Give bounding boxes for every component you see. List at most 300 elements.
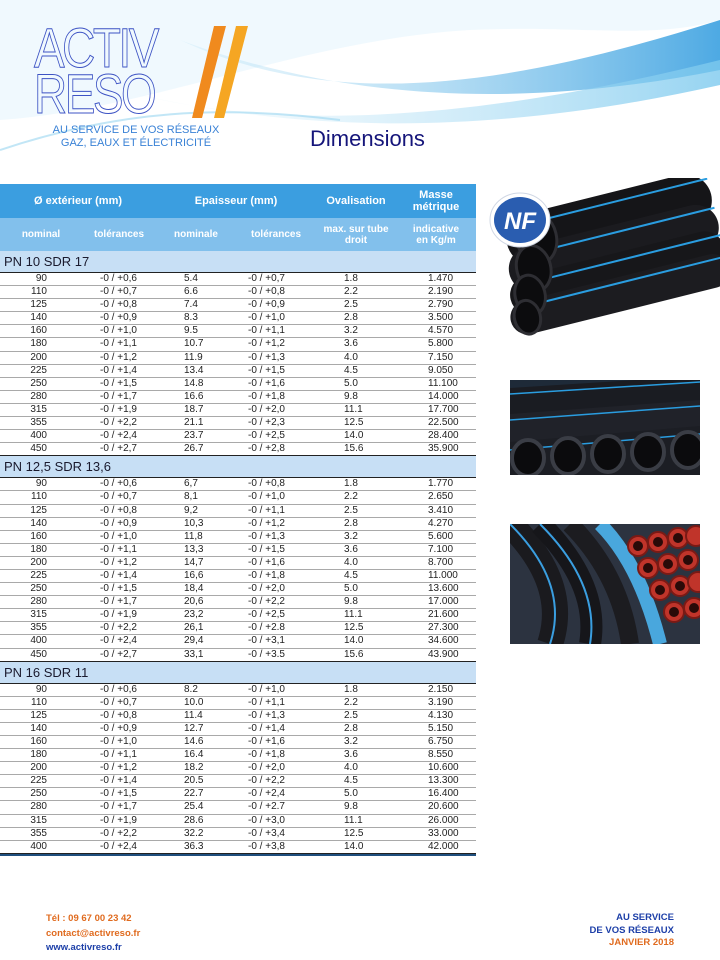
cell-diameter-tolerance: -0 / +2,2 xyxy=(100,827,137,839)
cell-diameter-nominal: 110 xyxy=(31,696,47,708)
cell-ovalisation: 14.0 xyxy=(344,635,364,647)
cell-diameter-nominal: 140 xyxy=(30,722,47,734)
cell-diameter-tolerance: -0 / +1,7 xyxy=(100,390,137,402)
cell-thickness-nominal: 11.9 xyxy=(184,351,203,363)
cell-mass: 4.130 xyxy=(428,709,454,721)
cell-ovalisation: 3.6 xyxy=(344,338,358,350)
cell-thickness-nominal: 20.5 xyxy=(184,775,204,787)
cell-thickness-tolerance: -0 / +1,1 xyxy=(248,504,285,516)
cell-thickness-nominal: 9,2 xyxy=(184,504,198,516)
table-bottom-rule xyxy=(0,854,476,856)
table-row xyxy=(0,828,476,841)
table-row xyxy=(0,815,476,828)
cell-thickness-nominal: 14,7 xyxy=(184,556,204,568)
cell-diameter-tolerance: -0 / +0,6 xyxy=(100,478,137,490)
cell-thickness-tolerance: -0 / +1,3 xyxy=(248,530,285,542)
cell-diameter-tolerance: -0 / +0,8 xyxy=(100,709,137,721)
table-row xyxy=(0,325,476,338)
subheader-indicative: indicative en Kg/m xyxy=(412,223,460,246)
cell-thickness-nominal: 22.7 xyxy=(184,788,204,800)
cell-thickness-nominal: 16,6 xyxy=(184,569,204,581)
logo-text-line2: RESO xyxy=(34,62,155,125)
table-row xyxy=(0,404,476,417)
cell-diameter-nominal: 140 xyxy=(30,517,47,529)
table-row xyxy=(0,775,476,788)
cell-mass: 34.600 xyxy=(428,635,459,647)
cell-mass: 4.570 xyxy=(428,325,454,337)
cell-diameter-nominal: 90 xyxy=(35,478,47,490)
cell-thickness-tolerance: -0 / +3,1 xyxy=(248,635,285,647)
cell-diameter-tolerance: -0 / +1,2 xyxy=(100,762,137,774)
cell-thickness-nominal: 12.7 xyxy=(184,722,204,734)
cell-diameter-nominal: 160 xyxy=(30,530,47,542)
cell-diameter-tolerance: -0 / +1,9 xyxy=(100,814,137,826)
table-body xyxy=(0,251,476,854)
cell-ovalisation: 5.0 xyxy=(344,583,358,595)
table-row xyxy=(0,723,476,736)
cell-ovalisation: 9.8 xyxy=(344,390,358,402)
cell-thickness-nominal: 10.0 xyxy=(184,696,204,708)
cell-thickness-tolerance: -0 / +1,8 xyxy=(248,749,285,761)
cell-diameter-nominal: 110 xyxy=(31,491,47,503)
table-row xyxy=(0,762,476,775)
cell-mass: 17.700 xyxy=(428,403,459,415)
cell-thickness-tolerance: -0 / +1,0 xyxy=(248,312,285,324)
cell-diameter-nominal: 140 xyxy=(30,312,47,324)
table-row xyxy=(0,801,476,814)
table-row xyxy=(0,491,476,504)
tagline-line2: GAZ, EAUX ET ÉLECTRICITÉ xyxy=(60,137,212,149)
cell-mass: 1.470 xyxy=(428,273,454,284)
cell-diameter-tolerance: -0 / +0,6 xyxy=(100,273,137,284)
cell-diameter-nominal: 400 xyxy=(30,840,47,852)
cell-mass: 7.100 xyxy=(428,543,454,555)
table-row xyxy=(0,749,476,762)
cell-diameter-nominal: 125 xyxy=(30,299,47,311)
cell-thickness-nominal: 9.5 xyxy=(184,325,198,337)
cell-ovalisation: 2.8 xyxy=(344,517,358,529)
cell-diameter-nominal: 225 xyxy=(30,569,47,581)
cell-mass: 3.190 xyxy=(428,696,454,708)
cell-diameter-nominal: 200 xyxy=(30,762,47,774)
cell-diameter-tolerance: -0 / +1,5 xyxy=(100,377,137,389)
footer-contact xyxy=(46,912,140,956)
cell-thickness-tolerance: -0 / +1,8 xyxy=(248,569,285,581)
cell-thickness-nominal: 13.4 xyxy=(184,364,204,376)
cell-diameter-tolerance: -0 / +1,5 xyxy=(100,583,137,595)
cell-mass: 3.500 xyxy=(428,312,454,324)
cell-mass: 11.000 xyxy=(428,569,458,581)
cell-thickness-nominal: 28.6 xyxy=(184,814,204,826)
page-header xyxy=(0,0,720,180)
table-row xyxy=(0,649,476,662)
cell-thickness-nominal: 6.6 xyxy=(184,286,198,298)
cell-thickness-nominal: 21.1 xyxy=(184,417,204,429)
cell-diameter-tolerance: -0 / +2,2 xyxy=(100,622,137,634)
cell-thickness-tolerance: -0 / +1,2 xyxy=(248,338,285,350)
table-row xyxy=(0,505,476,518)
subheader-tolerances-thickness: tolérances xyxy=(250,229,302,240)
section-header: PN 16 SDR 11 xyxy=(0,662,476,684)
table-row xyxy=(0,710,476,723)
cell-ovalisation: 2.2 xyxy=(344,696,358,708)
footer-slogan-line1: AU SERVICE xyxy=(616,912,674,923)
cell-mass: 2.150 xyxy=(428,683,454,695)
cell-thickness-nominal: 18,4 xyxy=(184,583,204,595)
table-row xyxy=(0,736,476,749)
section-header: PN 10 SDR 17 xyxy=(0,251,476,273)
cell-ovalisation: 2.2 xyxy=(344,491,358,503)
cell-thickness-tolerance: -0 / +2,8 xyxy=(248,443,285,455)
cell-thickness-nominal: 16.6 xyxy=(184,390,204,402)
table-row xyxy=(0,788,476,801)
table-row xyxy=(0,352,476,365)
table-row xyxy=(0,299,476,312)
cell-diameter-nominal: 90 xyxy=(35,273,47,284)
cell-ovalisation: 12.5 xyxy=(344,417,364,429)
cell-mass: 26.000 xyxy=(428,814,459,826)
cell-diameter-tolerance: -0 / +2,4 xyxy=(100,840,137,852)
cell-diameter-nominal: 200 xyxy=(30,556,47,568)
cell-mass: 5.800 xyxy=(428,338,454,350)
table-row xyxy=(0,596,476,609)
table-header-row-1 xyxy=(0,184,476,218)
cell-thickness-nominal: 14.6 xyxy=(184,736,204,747)
cell-thickness-tolerance: -0 / +2,4 xyxy=(248,788,285,800)
cell-diameter-tolerance: -0 / +1,7 xyxy=(100,801,137,813)
cell-diameter-nominal: 180 xyxy=(30,338,47,350)
cell-thickness-nominal: 8.2 xyxy=(184,683,198,695)
pipes-coil-image xyxy=(510,524,700,644)
cell-thickness-tolerance: -0 / +2,3 xyxy=(248,417,285,429)
table-row xyxy=(0,570,476,583)
cell-ovalisation: 1.8 xyxy=(344,683,358,695)
cell-mass: 5.600 xyxy=(428,530,454,542)
cell-ovalisation: 15.6 xyxy=(344,443,364,455)
cell-mass: 10.600 xyxy=(428,762,459,774)
table-row xyxy=(0,697,476,710)
cell-thickness-nominal: 10.7 xyxy=(184,338,204,350)
cell-thickness-tolerance: -0 / +1,0 xyxy=(248,491,285,503)
cell-thickness-tolerance: -0 / +3,4 xyxy=(248,827,285,839)
cell-diameter-nominal: 110 xyxy=(31,286,47,298)
cell-ovalisation: 4.0 xyxy=(344,556,358,568)
cell-thickness-tolerance: -0 / +1,6 xyxy=(248,736,285,747)
cell-ovalisation: 14.0 xyxy=(344,840,364,852)
cell-thickness-tolerance: -0 / +1,6 xyxy=(248,377,285,389)
dimensions-table xyxy=(0,184,476,856)
cell-thickness-nominal: 13,3 xyxy=(184,543,204,555)
cell-diameter-nominal: 315 xyxy=(30,403,47,415)
table-row xyxy=(0,544,476,557)
cell-thickness-tolerance: -0 / +2,5 xyxy=(248,430,285,442)
cell-diameter-tolerance: -0 / +0,7 xyxy=(100,286,137,298)
cell-thickness-tolerance: -0 / +1,5 xyxy=(248,543,285,555)
table-row xyxy=(0,286,476,299)
nf-badge-text: NF xyxy=(504,208,536,235)
cell-ovalisation: 5.0 xyxy=(344,788,358,800)
cell-diameter-nominal: 225 xyxy=(30,364,47,376)
table-row xyxy=(0,378,476,391)
cell-ovalisation: 3.2 xyxy=(344,530,358,542)
cell-diameter-tolerance: -0 / +1,0 xyxy=(100,530,137,542)
subheader-max-tube: max. sur tube droit xyxy=(323,223,389,246)
cell-mass: 33.000 xyxy=(428,827,459,839)
cell-thickness-tolerance: -0 / +2,5 xyxy=(248,609,285,621)
table-row xyxy=(0,391,476,404)
cell-ovalisation: 2.8 xyxy=(344,722,358,734)
cell-mass: 1.770 xyxy=(428,478,454,490)
cell-diameter-nominal: 400 xyxy=(30,635,47,647)
cell-ovalisation: 12.5 xyxy=(344,622,364,634)
cell-mass: 35.900 xyxy=(428,443,459,455)
cell-diameter-tolerance: -0 / +1,1 xyxy=(100,338,137,350)
header-ovalisation: Ovalisation xyxy=(326,195,386,207)
cell-ovalisation: 11.1 xyxy=(344,403,363,415)
cell-ovalisation: 1.8 xyxy=(344,273,358,284)
brand-tagline xyxy=(36,124,236,150)
cell-thickness-tolerance: -0 / +1,5 xyxy=(248,364,285,376)
table-row xyxy=(0,635,476,648)
footer-slogan-line2: DE VOS RÉSEAUX xyxy=(589,924,674,936)
cell-diameter-tolerance: -0 / +0,8 xyxy=(100,299,137,311)
cell-thickness-tolerance: -0 / +3,8 xyxy=(248,840,285,852)
cell-ovalisation: 4.0 xyxy=(344,351,358,363)
cell-diameter-tolerance: -0 / +1,4 xyxy=(100,364,137,376)
cell-thickness-tolerance: -0 / +3.5 xyxy=(248,648,285,660)
cell-thickness-nominal: 18.2 xyxy=(184,762,204,774)
cell-thickness-nominal: 32.2 xyxy=(184,827,204,839)
subheader-tolerances: tolérances xyxy=(93,229,145,240)
cell-diameter-nominal: 180 xyxy=(30,749,47,761)
cell-mass: 7.150 xyxy=(428,351,454,363)
table-row xyxy=(0,312,476,325)
cell-diameter-nominal: 180 xyxy=(30,543,47,555)
cell-diameter-nominal: 250 xyxy=(30,377,47,389)
table-row xyxy=(0,557,476,570)
cell-diameter-tolerance: -0 / +0,9 xyxy=(100,312,137,324)
cell-diameter-tolerance: -0 / +0,6 xyxy=(100,683,137,695)
cell-diameter-tolerance: -0 / +1,0 xyxy=(100,736,137,747)
cell-diameter-nominal: 160 xyxy=(30,736,47,747)
cell-thickness-tolerance: -0 / +1,3 xyxy=(248,709,285,721)
table-row xyxy=(0,518,476,531)
cell-ovalisation: 9.8 xyxy=(344,801,358,813)
cell-ovalisation: 9.8 xyxy=(344,596,358,608)
cell-mass: 3.410 xyxy=(428,504,454,516)
cell-mass: 17.000 xyxy=(428,596,459,608)
cell-thickness-nominal: 26.7 xyxy=(184,443,204,455)
cell-diameter-nominal: 250 xyxy=(30,583,47,595)
cell-diameter-tolerance: -0 / +0,9 xyxy=(100,722,137,734)
table-row xyxy=(0,430,476,443)
cell-mass: 28.400 xyxy=(428,430,459,442)
cell-thickness-tolerance: -0 / +1,1 xyxy=(248,696,285,708)
cell-mass: 42.000 xyxy=(428,840,459,852)
cell-diameter-nominal: 280 xyxy=(30,390,47,402)
cell-diameter-nominal: 450 xyxy=(30,648,47,660)
cell-thickness-nominal: 7.4 xyxy=(184,299,198,311)
cell-diameter-tolerance: -0 / +2,2 xyxy=(100,417,137,429)
cell-ovalisation: 3.6 xyxy=(344,543,358,555)
cell-mass: 5.150 xyxy=(428,722,454,734)
nf-badge-icon xyxy=(489,192,551,248)
cell-ovalisation: 2.5 xyxy=(344,709,358,721)
cell-ovalisation: 4.5 xyxy=(344,569,358,581)
tagline-line1: AU SERVICE DE VOS RÉSEAUX xyxy=(52,124,220,136)
cell-thickness-nominal: 8.3 xyxy=(184,312,198,324)
cell-diameter-tolerance: -0 / +0,7 xyxy=(100,491,137,503)
cell-mass: 13.600 xyxy=(428,583,459,595)
cell-diameter-tolerance: -0 / +1,4 xyxy=(100,775,137,787)
subheader-nominal: nominal xyxy=(21,229,61,240)
cell-mass: 27.300 xyxy=(428,622,459,634)
pipes-horizontal-image xyxy=(510,380,700,475)
cell-thickness-nominal: 36.3 xyxy=(184,840,204,852)
cell-thickness-nominal: 11,8 xyxy=(184,530,203,542)
cell-thickness-tolerance: -0 / +1,2 xyxy=(248,517,285,529)
cell-diameter-tolerance: -0 / +0,8 xyxy=(100,504,137,516)
table-row xyxy=(0,531,476,544)
cell-thickness-nominal: 6,7 xyxy=(184,478,198,490)
cell-thickness-nominal: 16.4 xyxy=(184,749,204,761)
cell-diameter-tolerance: -0 / +1,7 xyxy=(100,596,137,608)
table-row xyxy=(0,684,476,697)
table-row xyxy=(0,338,476,351)
cell-ovalisation: 2.5 xyxy=(344,299,358,311)
cell-ovalisation: 11.1 xyxy=(344,609,363,621)
company-logo xyxy=(34,16,234,125)
cell-mass: 4.270 xyxy=(428,517,454,529)
cell-thickness-tolerance: -0 / +0,7 xyxy=(248,273,285,284)
cell-mass: 14.000 xyxy=(428,390,459,402)
cell-thickness-nominal: 8,1 xyxy=(184,491,198,503)
cell-ovalisation: 2.2 xyxy=(344,286,358,298)
cell-diameter-tolerance: -0 / +1,4 xyxy=(100,569,137,581)
table-row xyxy=(0,417,476,430)
footer-phone: Tél : 09 67 00 23 42 xyxy=(46,913,132,924)
cell-mass: 2.190 xyxy=(428,286,454,298)
cell-diameter-tolerance: -0 / +1,1 xyxy=(100,543,137,555)
cell-diameter-tolerance: -0 / +1,2 xyxy=(100,556,137,568)
cell-diameter-tolerance: -0 / +1,2 xyxy=(100,351,137,363)
cell-diameter-nominal: 355 xyxy=(30,827,47,839)
cell-mass: 9.050 xyxy=(428,364,454,376)
cell-ovalisation: 1.8 xyxy=(344,478,358,490)
cell-thickness-nominal: 23,2 xyxy=(184,609,204,621)
cell-mass: 6.750 xyxy=(428,736,454,747)
cell-diameter-nominal: 125 xyxy=(30,709,47,721)
cell-diameter-tolerance: -0 / +1,5 xyxy=(100,788,137,800)
cell-thickness-tolerance: -0 / +0,8 xyxy=(248,286,285,298)
cell-mass: 20.600 xyxy=(428,801,459,813)
footer-email-link[interactable]: contact@activreso.fr xyxy=(46,927,141,939)
table-row xyxy=(0,443,476,456)
cell-diameter-tolerance: -0 / +1,9 xyxy=(100,403,137,415)
cell-diameter-nominal: 315 xyxy=(30,814,47,826)
cell-ovalisation: 14.0 xyxy=(344,430,364,442)
cell-diameter-nominal: 200 xyxy=(30,351,47,363)
cell-diameter-nominal: 90 xyxy=(35,683,47,695)
cell-thickness-tolerance: -0 / +2.7 xyxy=(248,801,285,813)
logo-slash-icon xyxy=(192,26,252,118)
table-row xyxy=(0,622,476,635)
cell-ovalisation: 11.1 xyxy=(344,814,363,826)
cell-ovalisation: 2.8 xyxy=(344,312,358,324)
cell-thickness-nominal: 26,1 xyxy=(184,622,204,634)
cell-thickness-tolerance: -0 / +2.8 xyxy=(248,622,285,634)
table-row xyxy=(0,583,476,596)
logo-text-line1: ACTIV xyxy=(34,16,157,79)
cell-diameter-tolerance: -0 / +2,4 xyxy=(100,635,137,647)
cell-diameter-nominal: 315 xyxy=(30,609,47,621)
cell-thickness-tolerance: -0 / +1,0 xyxy=(248,683,285,695)
cell-thickness-tolerance: -0 / +1,4 xyxy=(248,722,285,734)
cell-ovalisation: 5.0 xyxy=(344,377,358,389)
cell-thickness-tolerance: -0 / +0,8 xyxy=(248,478,285,490)
cell-thickness-tolerance: -0 / +1,8 xyxy=(248,390,285,402)
cell-diameter-nominal: 280 xyxy=(30,596,47,608)
table-row xyxy=(0,841,476,854)
cell-thickness-nominal: 11.4 xyxy=(184,709,203,721)
cell-diameter-tolerance: -0 / +0,7 xyxy=(100,696,137,708)
cell-ovalisation: 4.0 xyxy=(344,762,358,774)
cell-diameter-nominal: 355 xyxy=(30,622,47,634)
cell-thickness-tolerance: -0 / +2,0 xyxy=(248,403,285,415)
cell-mass: 13.300 xyxy=(428,775,459,787)
cell-mass: 8.700 xyxy=(428,556,454,568)
cell-thickness-nominal: 14.8 xyxy=(184,377,204,389)
cell-diameter-tolerance: -0 / +2,4 xyxy=(100,430,137,442)
cell-diameter-nominal: 250 xyxy=(30,788,47,800)
cell-ovalisation: 3.6 xyxy=(344,749,358,761)
footer-slogan xyxy=(590,912,674,950)
cell-diameter-tolerance: -0 / +1,9 xyxy=(100,609,137,621)
cell-diameter-nominal: 400 xyxy=(30,430,47,442)
cell-thickness-nominal: 25.4 xyxy=(184,801,204,813)
cell-mass: 8.550 xyxy=(428,749,454,761)
footer-date: JANVIER 2018 xyxy=(609,937,674,948)
cell-thickness-tolerance: -0 / +1,1 xyxy=(248,325,285,337)
cell-diameter-nominal: 160 xyxy=(30,325,47,337)
cell-mass: 22.500 xyxy=(428,417,459,429)
cell-thickness-nominal: 18.7 xyxy=(184,403,204,415)
cell-diameter-tolerance: -0 / +1,1 xyxy=(100,749,137,761)
cell-mass: 43.900 xyxy=(428,648,459,660)
section-header: PN 12,5 SDR 13,6 xyxy=(0,456,476,478)
cell-thickness-tolerance: -0 / +2,0 xyxy=(248,762,285,774)
cell-ovalisation: 15.6 xyxy=(344,648,364,660)
cell-ovalisation: 3.2 xyxy=(344,325,358,337)
cell-ovalisation: 4.5 xyxy=(344,775,358,787)
page-title: Dimensions xyxy=(310,126,425,151)
cell-thickness-nominal: 5.4 xyxy=(184,273,198,284)
cell-mass: 11.100 xyxy=(428,377,458,389)
cell-ovalisation: 3.2 xyxy=(344,736,358,747)
footer-website-link[interactable]: www.activreso.fr xyxy=(46,942,122,953)
cell-mass: 21.600 xyxy=(428,609,459,621)
cell-thickness-nominal: 20,6 xyxy=(184,596,204,608)
header-outer-diameter: Ø extérieur (mm) xyxy=(33,195,123,207)
cell-ovalisation: 2.5 xyxy=(344,504,358,516)
cell-ovalisation: 12.5 xyxy=(344,827,364,839)
cell-thickness-tolerance: -0 / +2,0 xyxy=(248,583,285,595)
cell-thickness-tolerance: -0 / +1,6 xyxy=(248,556,285,568)
table-row xyxy=(0,273,476,286)
table-row xyxy=(0,609,476,622)
header-mass: Masse métrique xyxy=(412,189,460,213)
cell-thickness-tolerance: -0 / +0,9 xyxy=(248,299,285,311)
